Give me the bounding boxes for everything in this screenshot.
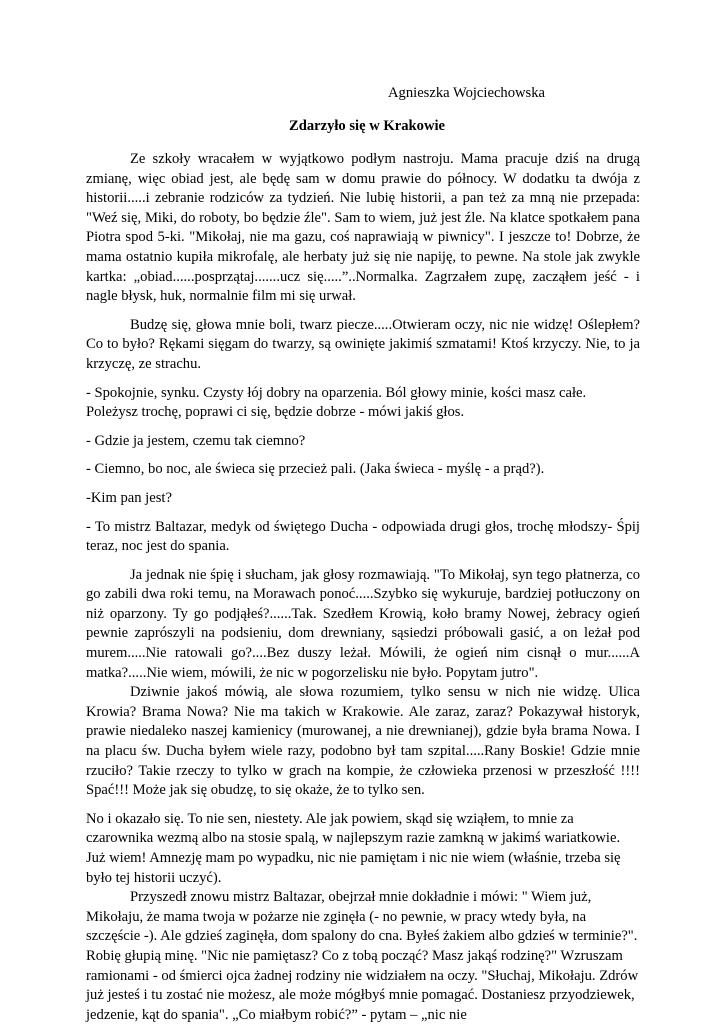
paragraph-7: - To mistrz Baltazar, medyk od świętego Ducha - odpowiada drugi głos, trochę młodszy- Śpij teraz, noc jest do spania. — [86, 518, 640, 555]
document-page — [86, 84, 640, 1025]
paragraph-8: Ja jednak nie śpię i słucham, jak głosy rozmawiają. "To Mikołaj, syn tego płatnerza, co go zabili dwa roki temu, na Morawach ponoć.....Szybko się wykuruje, bardziej potłuczony on niż oparzony. Ty go podjąłeś?......Tak. Szedłem Krowią, koło bramy Nowej, żebracy ogień pewnie zaprószyli na podsieniu, dom drewniany, sąsiedzi próbowali gasić, a on leżał pod murem.....Nie ratowali go?....Bez duszy leżał. Mówili, że ogień nim cisnął o mur......A matka?.....Nie wiem, mówili, że nic w pogorzelisku nie było. Popytam jutro". — [86, 566, 640, 681]
paragraph-5: - Ciemno, bo noc, ale świeca się przecież pali. (Jaka świeca - myślę - a prąd?). — [86, 461, 545, 478]
paragraph-3: - Spokojnie, synku. Czysty łój dobry na oparzenia. Ból głowy minie, kości masz całe. Poleżysz trochę, poprawi ci się, będzie dobrze - mówi jakiś głos. — [86, 384, 587, 421]
author-name: Agnieszka Wojciechowska — [388, 85, 546, 101]
paragraph-6: -Kim pan jest? — [86, 489, 172, 506]
paragraph-9: Dziwnie jakoś mówią, ale słowa rozumiem, tylko sensu w nich nie widzę. Ulica Krowia? Brama Nowa? Nie ma takich w Krakowie. Ale zaraz, zaraz? Pokazywał historyk, prawie niedaleko naszej kamienicy (murowanej, a nie drewnianej), gdzie była brama Nowa. I na placu św. Ducha byłem wiele razy, podobno był tam szpital.....Rany Boskie! Gdzie mnie rzuciło? Takie rzeczy to tylko w grach na kompie, że człowieka przenosi w przeszłość !!!! Spać!!! Może jak się obudzę, to się okaże, że to tylko sen. — [86, 684, 640, 799]
paragraph-4: - Gdzie ja jestem, czemu tak ciemno? — [86, 432, 306, 449]
paragraph-2: Budzę się, głowa mnie boli, twarz piecze.....Otwieram oczy, nic nie widzę! Oślepłem? Co to było? Rękami sięgam do twarzy, są owinięte jakimiś szmatami! Ktoś krzyczy. Nie, to ja krzyczę, ze strachu. — [86, 316, 640, 372]
paragraph-10: No i okazało się. To nie sen, niestety. Ale jak powiem, skąd się wziąłem, to mnie za czarownika wezmą albo na stosie spalą, w najlepszym razie zamkną w jakimś wariatkowie. Już wiem! Amnezję mam po wypadku, nic nie pamiętam i nic nie wiem (właśnie, trzeba się było tej historii uczyć). — [86, 810, 621, 886]
document-title: Zdarzyło się w Krakowie — [288, 118, 446, 134]
paragraph-1: Ze szkoły wracałem w wyjątkowo podłym nastroju. Mama pracuje dziś na drugą zmianę, więc obiad jest, ale będę sam w domu prawie do północy. W dodatku ta dwója z historii.....i zebranie rodziców za tydzień. Nie lubię historii, a pan też za mną nie przepada: "Weź się, Miki, do roboty, bo będzie źle". Sam to wiem, już jest źle. Na klatce spotkałem pana Piotra spod 5-ki. "Mikołaj, nie ma gazu, coś naprawiają w piwnicy". I jeszcze to! Dobrze, że mama ostatnio kupiła mikrofalę, ale herbaty już się nie napiję, to pewne. Na stole jak zwykle kartka: „obiad......posprzątaj.......ucz się.....”..Normalka. Zagrzałem zupę, zacząłem jeść - i nagle błysk, huk, normalnie film mi się urwał. — [86, 151, 640, 305]
paragraph-11: Przyszedł znowu mistrz Baltazar, obejrzał mnie dokładnie i mówi: " Wiem już, Mikołaju, że mama twoja w pożarze nie zginęła (- no pewnie, w pracy wtedy była, na szczęście -). Ale gdzieś zaginęła, dom spalony do cna. Byłeś żakiem albo gdzieś w terminie?". Robię głupią minę. "Nic nie pamiętasz? Co z tobą począć? Masz jakąś rodzinę?" Wzruszam ramionami - od śmierci ojca żadnej rodziny nie widziałem na oczy. "Słuchaj, Mikołaju. Zdrów już jesteś i tu zostać nie możesz, ale może mógłbyś mnie pomagać. Dostaniesz przyodziewek, jedzenie, kąt do spania". „Co miałbym robić?” - pytam – „nic nie — [86, 889, 639, 1023]
